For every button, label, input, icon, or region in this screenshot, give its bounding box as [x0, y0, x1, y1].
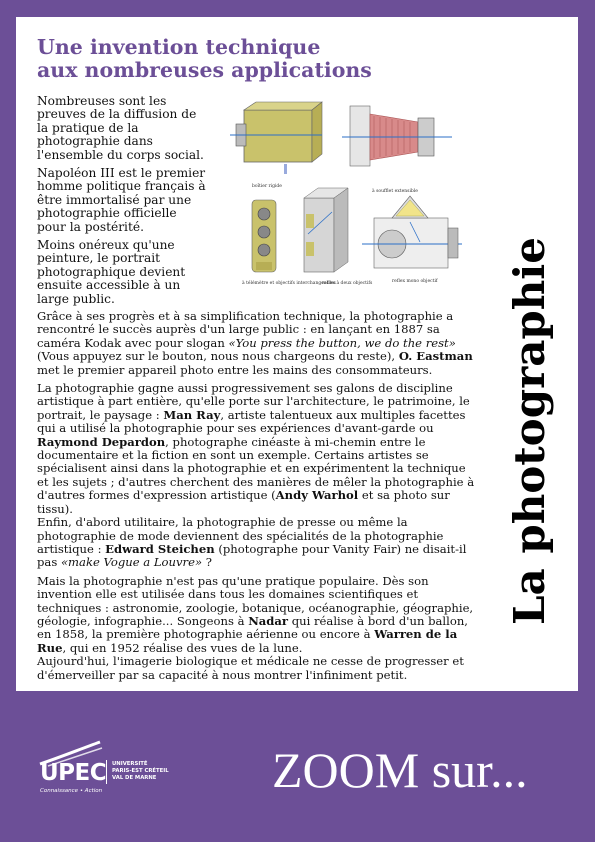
name-steichen: Edward Steichen [105, 541, 215, 556]
name-nadar: Nadar [248, 613, 289, 628]
section-title [37, 36, 437, 82]
camera-caption: reflex mono objectif [392, 279, 438, 284]
text-run: , artiste talentueux aux multiples facettes qui a utilisé la photographie pour ses expériences d'avant-garde ou [37, 407, 466, 436]
text-run: Aujourd'hui, l'imagerie biologique et médicale ne cesse de progresser et d'émerveiller par sa capacité à nous montrer l'infiniment petit. [37, 654, 464, 682]
text-run: , qui en 1952 réalise des vues de la lune. [62, 640, 303, 655]
camera-caption: reflex à deux objectifs [322, 281, 373, 286]
text-run: ? [202, 555, 212, 570]
logo-divider [106, 760, 107, 784]
text-run: met le premier appareil photo entre les mains des consommateurs. [37, 362, 433, 377]
body-paragraph-science [37, 575, 475, 682]
camera-diagrams-figure [222, 92, 480, 297]
camera-caption: boîtier rigide [252, 184, 282, 189]
body-paragraph-kodak [37, 310, 475, 377]
vertical-title: La photographie [505, 237, 554, 625]
logo-wordmark: UPEC [40, 760, 107, 786]
intro-text [37, 95, 207, 311]
name-man-ray: Man Ray [163, 407, 221, 422]
text-run: La photographie gagne aussi progressivement ses galons de discipline artistique à part entière, qu'elle porte sur l'architecture, le patrimoine, le portrait, le paysage : [37, 381, 470, 422]
logo-line: VAL DE MARNE [112, 775, 157, 781]
intro-paragraph: Nombreuses sont les preuves de la diffusion de la pratique de la photographie dans l'ensemble du corps social. [37, 94, 204, 162]
bellows-camera-diagram [342, 106, 452, 194]
zoom-label: ZOOM sur... [272, 742, 528, 798]
body-paragraph-art [37, 382, 475, 570]
title-line-1: Une invention technique [37, 35, 321, 59]
logo-university-text [112, 761, 169, 782]
intro-paragraph: Napoléon III est le premier homme politique français à être immortalisé par une photographie officielle pour la postérité. [37, 166, 206, 234]
text-run: Mais la photographie n'est pas qu'une pratique populaire. Dès son invention elle est utilisée dans tous les domaines scientifiques et techniques : astronomie, zoologie, botanique, océanographie, géographie, géologie, infographie... Songeons à [37, 573, 474, 628]
vogue-quote: «make Vogue a Louvre» [60, 555, 203, 570]
text-run: , photographe cinéaste à mi-chemin entre le documentaire et la fiction en sont un exemple. Certains artistes se spécialisent ainsi dans la photographie et en expérimentent la technique et les sujets ; d'autres cherchent des manières de mêler la photographie à d'autres formes d'expression artistique ( [37, 434, 475, 503]
text-run: (Vous appuyez sur le bouton, nous nous chargeons du reste), [37, 349, 399, 364]
intro-paragraph: Moins onéreux qu'une peinture, le portrait photographique devient ensuite accessible à un large public. [37, 238, 186, 306]
twin-lens-reflex-diagram [304, 188, 373, 286]
text-run: et sa photo sur tissu). [37, 488, 450, 516]
name-warhol: Andy Warhol [275, 488, 359, 503]
name-depardon: Raymond Depardon [37, 434, 166, 449]
logo-tagline: Connaissance • Action [40, 788, 103, 794]
text-run: qui réalise à bord d'un ballon, en 1858, la première photographie aérienne ou encore à [37, 613, 468, 642]
title-line-2: aux nombreuses applications [37, 58, 372, 82]
body-text [37, 310, 475, 687]
rigid-box-camera-diagram [230, 102, 322, 189]
logo-line: UNIVERSITÉ [112, 761, 148, 767]
camera-caption: à soufflet extensible [372, 189, 418, 194]
camera-caption: à télémètre et objectifs interchangeables [242, 281, 336, 286]
text-run: (photographe pour Vanity Fair) ne disait-il pas [37, 541, 467, 570]
upec-logo [38, 738, 178, 803]
logo-line: PARIS-EST CRÉTEIL [112, 768, 169, 774]
text-run: Enfin, d'abord utilitaire, la photographie de presse ou même la photographie de mode deviennent des spécialités de la photographie artistique : [37, 515, 444, 556]
text-run: Grâce à ses progrès et à sa simplification technique, la photographie a rencontré le succès auprès d'un large public : en lançant en 1887 sa caméra Kodak avec pour slogan [37, 309, 454, 350]
single-lens-reflex-diagram [362, 196, 462, 284]
name-eastman: O. Eastman [398, 349, 473, 364]
kodak-slogan: «You press the button, we do the rest» [228, 335, 456, 350]
name-warren-de-la-rue: Warren de la Rue [37, 627, 458, 655]
